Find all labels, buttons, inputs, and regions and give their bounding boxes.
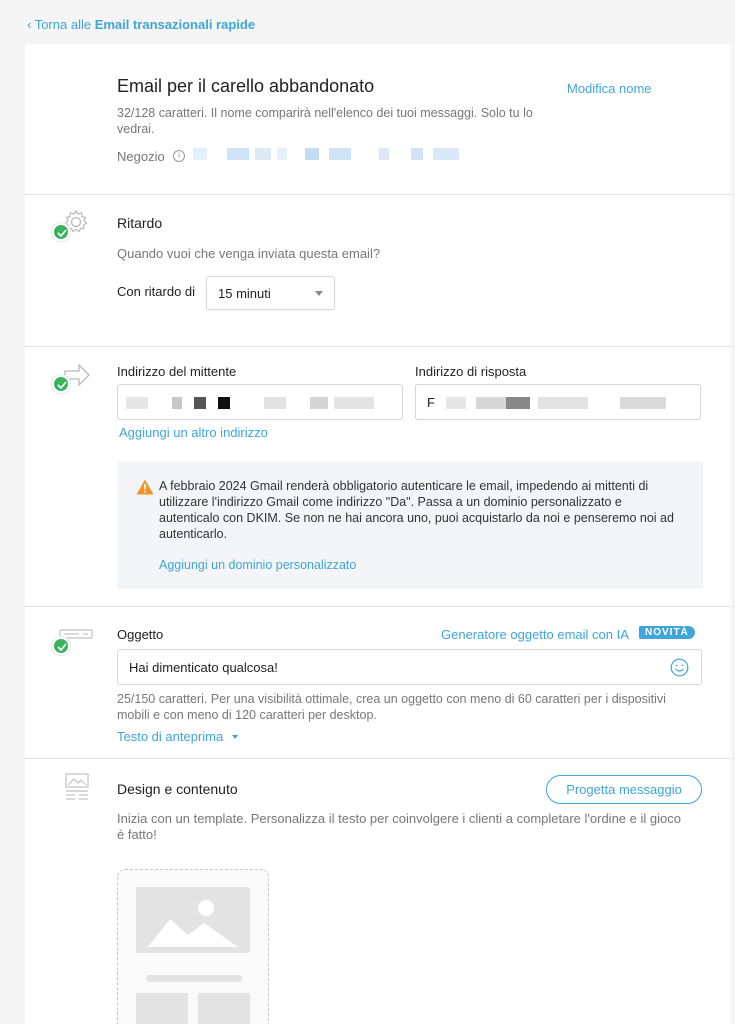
delay-label: Con ritardo di [117, 284, 196, 299]
add-custom-domain-link[interactable]: Aggiungi un dominio personalizzato [159, 558, 357, 572]
image-placeholder-icon [136, 887, 250, 953]
email-settings-card [25, 44, 731, 1024]
back-link-target: Email transazionali rapide [94, 17, 256, 32]
caret-down-icon [232, 735, 238, 739]
warning-icon [136, 479, 154, 495]
subject-input[interactable] [117, 649, 702, 685]
template-placeholder[interactable] [117, 869, 269, 1024]
sender-section [25, 346, 731, 606]
sender-complete-check-icon [52, 375, 70, 393]
ai-subject-generator-link[interactable]: Generatore oggetto email con IA [441, 627, 629, 642]
design-title: Design e contenuto [117, 781, 238, 797]
info-icon[interactable]: i [173, 150, 185, 162]
back-link[interactable] [27, 17, 255, 32]
delay-select[interactable] [206, 276, 335, 310]
back-link-prefix: ‹ Torna alle [27, 17, 95, 32]
design-message-button[interactable]: Progetta messaggio [546, 775, 702, 804]
reply-address-label: Indirizzo di risposta [415, 364, 527, 379]
gmail-notice-text: A febbraio 2024 Gmail renderà obbligatorio autenticare le email, impedendo ai mittenti di utilizzare l'indirizzo Gmail come indirizzo "Da". Passa a un dominio personalizzato e autenticalo con DKIM. Se non ne hai ancora uno, puoi acquistarlo da noi e penseremo noi ad autenticarlo. [159, 479, 674, 541]
gmail-notice [117, 461, 703, 589]
store-name-redacted [193, 148, 473, 160]
block-placeholder-right [198, 993, 250, 1024]
delay-title: Ritardo [117, 215, 163, 231]
design-section [25, 758, 731, 1024]
delay-question: Quando vuoi che venga inviata questa email? [117, 246, 381, 261]
delay-select-value: 15 minuti [218, 285, 271, 301]
from-address-select[interactable] [117, 384, 403, 420]
email-name-title: Email per il carello abbandonato [117, 76, 375, 96]
subject-title: Oggetto [117, 627, 164, 642]
layout-template-icon [65, 773, 89, 801]
delay-complete-check-icon [52, 223, 70, 241]
subject-section [25, 606, 731, 758]
preview-text-link: Testo di anteprima [117, 729, 224, 744]
text-placeholder-bar [146, 975, 242, 982]
chevron-down-icon [315, 291, 323, 296]
reply-address-input[interactable] [415, 384, 701, 420]
subject-helper-text: 25/150 caratteri. Per una visibilità ottimale, crea un oggetto con meno di 60 caratteri per i dispositivi mobili e con meno di 120 caratteri per desktop. [117, 692, 666, 722]
design-helper-text: Inizia con un template. Personalizza il testo per coinvolgere i clienti a completare l'ordine e il gioco è fatto! [117, 811, 681, 842]
preview-text-toggle[interactable] [117, 728, 238, 746]
delay-section [25, 194, 731, 346]
subject-input-value: Hai dimenticato qualcosa! [129, 659, 278, 675]
from-address-label: Indirizzo del mittente [117, 364, 237, 379]
reply-address-value: F [427, 394, 435, 410]
new-badge: NOVITÀ [639, 626, 695, 639]
emoji-picker-icon[interactable] [670, 658, 689, 677]
block-placeholder-left [136, 993, 188, 1024]
subject-complete-check-icon [52, 637, 70, 655]
rename-link[interactable]: Modifica nome [567, 81, 652, 96]
name-helper-text: 32/128 caratteri. Il nome comparirà nell'elenco dei tuoi messaggi. Solo tu lo vedrai. [117, 106, 533, 136]
add-address-link[interactable]: Aggiungi un altro indirizzo [119, 425, 268, 440]
store-label: Negozio [117, 149, 165, 164]
